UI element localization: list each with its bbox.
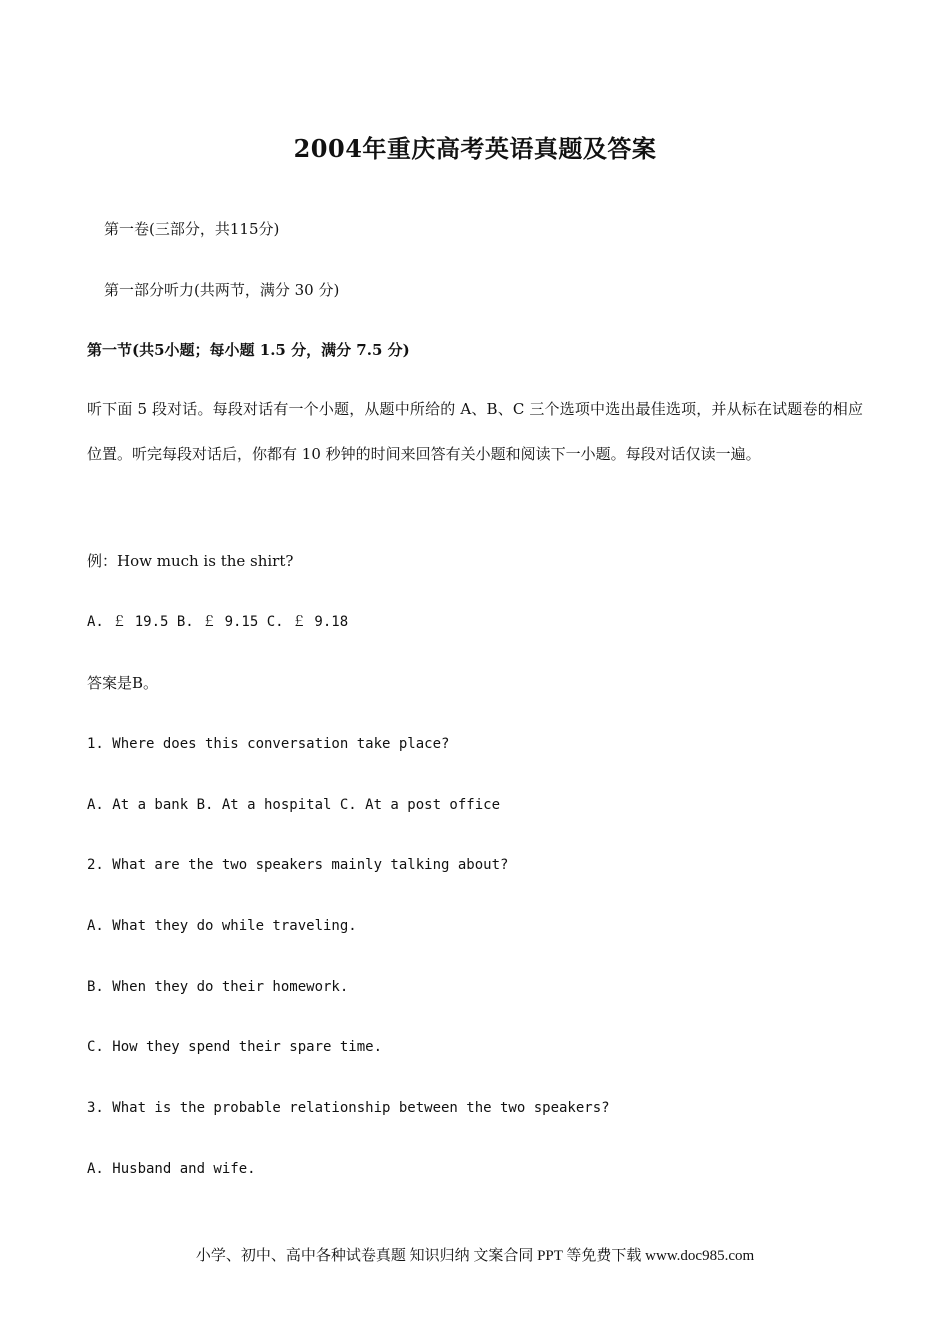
question-2-option-a: A. What they do while traveling.: [87, 918, 357, 934]
question-1-options: A. At a bank B. At a hospital C. At a post office: [87, 797, 501, 813]
question-2-stem: 2. What are the two speakers mainly talking about?: [87, 857, 509, 873]
question-2-option-c: C. How they spend their spare time.: [87, 1039, 383, 1055]
question-2-option-b: B. When they do their homework.: [87, 979, 349, 995]
question-3-stem: 3. What is the probable relationship between the two speakers?: [87, 1100, 610, 1116]
example-question: 例：How much is the shirt?: [87, 552, 294, 570]
page-footer: 小学、初中、高中各种试卷真题 知识归纳 文案合同 PPT 等免费下载 www.doc985.com: [195, 1248, 755, 1264]
example-answer: 答案是B。: [87, 674, 159, 692]
section-heading: 第一节(共5小题；每小题 1.5 分，满分 7.5 分): [87, 341, 410, 359]
volume-heading: 第一卷(三部分，共115分): [104, 220, 280, 238]
document-title: 2004年重庆高考英语真题及答案: [293, 134, 657, 163]
part-heading: 第一部分听力(共两节，满分 30 分): [104, 281, 340, 299]
example-options: A. ￡ 19.5 B. ￡ 9.15 C. ￡ 9.18: [87, 614, 349, 630]
question-3-option-a: A. Husband and wife.: [87, 1161, 256, 1177]
instructions-paragraph: 听下面 5 段对话。每段对话有一个小题，从题中所给的 A、B、C 三个选项中选出最佳选项，并从标在试题卷的相应位置。听完每段对话后，你都有 10 秒钟的时间来回答有关小题和阅读下一小题。每段对话仅读一遍。: [87, 400, 863, 463]
question-1-stem: 1. Where does this conversation take place?: [87, 736, 450, 752]
